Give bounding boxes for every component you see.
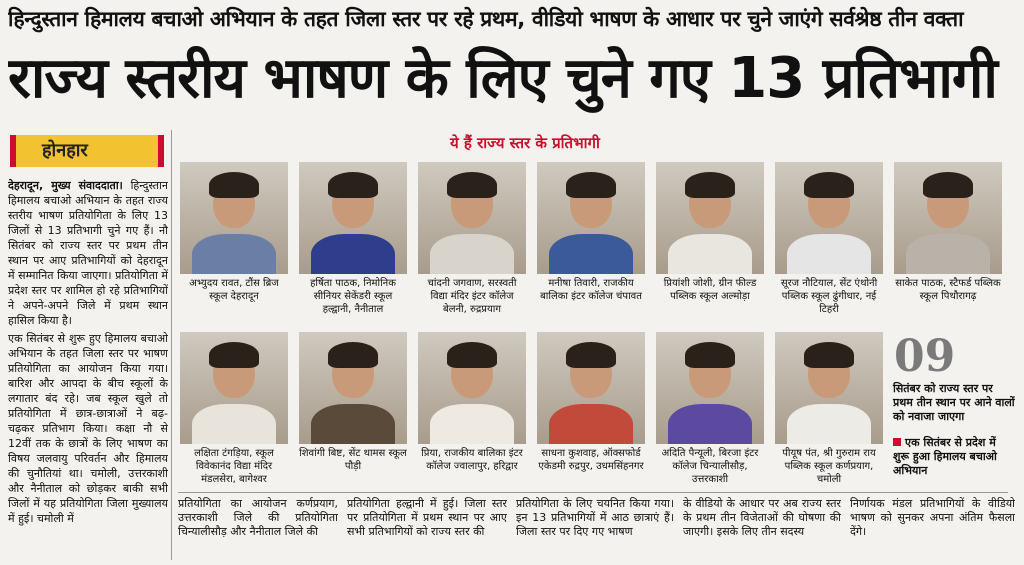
participant-photo [418, 162, 526, 274]
participant-card [537, 162, 645, 303]
participant-card [537, 332, 645, 473]
paragraph-2: एक सितंबर से शुरू हुए हिमालय बचाओ अभियान के तहत जिला स्तर पर भाषण प्रतियोगिता का आयोजन किया गया। बारिश और आपदा के बीच स्कूलों के लगातार बंद रहे। जब स्कूल खुले तो प्रतियोगिता में छात्र-छात्राओं ने बढ़-चढ़कर प्रतिभाग किया। कक्षा नौ से 12वीं तक के छात्रों के लिए भाषण का विषय जलवायु परिवर्तन और हिमालय की चुनौतियां था। चमोली, उत्तरकाशी और नैनीताल को छोड़कर बाकी सभी जिलों में यह प्रतियोगिता जिला मुख्यालय में हुई। चमोली में [8, 332, 168, 525]
participant-card [656, 162, 764, 303]
article-left-column [8, 178, 168, 563]
participant-card [418, 162, 526, 316]
sidebar-text: सितंबर को राज्य स्तर पर प्रथम तीन स्थान पर आने वालों को नवाजा जाएगा [893, 382, 1015, 423]
participant-photo [775, 162, 883, 274]
participant-caption: चांदनी जगवाण, सरस्वती विद्या मंदिर इंटर कॉलेज बेलनी, रुद्रप्रयाग [427, 278, 517, 315]
participant-card [299, 332, 407, 473]
participants-grid [178, 160, 1018, 490]
participant-card [894, 162, 1002, 303]
participant-caption: साकेत पाठक, स्टैफर्ड पब्लिक स्कूल पिथौरागढ़ [895, 278, 1001, 302]
participant-caption: लक्षिता टंगड़िया, स्कूल विवेकानंद विद्या मंदिर मंडलसेरा, बागेश्वर [194, 448, 274, 485]
participant-card [180, 162, 288, 303]
bottom-column-1: प्रतियोगिता का आयोजन कर्णप्रयाग, उत्तरकाशी जिले की प्रतियोगिता चिन्यालीसौड़ और नैनीताल जिले की [178, 497, 338, 538]
participant-caption: अभ्युदय रावत, टौंस ब्रिज स्कूल देहरादून [189, 278, 279, 302]
participant-caption: प्रिया, राजकीय बालिका इंटर कॉलेज ज्वालापुर, हरिद्वार [421, 448, 523, 472]
participant-caption: हर्षिता पाठक, निमोनिक सीनियर सेकेंडरी स्कूल हल्द्वानी, नैनीताल [310, 278, 396, 315]
section-badge: होनहार [10, 135, 164, 167]
byline: देहरादून, मुख्य संवाददाता। [8, 179, 123, 192]
participant-photo [537, 162, 645, 274]
headline: राज्य स्तरीय भाषण के लिए चुने गए 13 प्रतिभागी [8, 46, 997, 111]
sidebar-number: 09 [894, 331, 956, 382]
participant-card [656, 332, 764, 486]
participant-photo [299, 162, 407, 274]
red-square-icon [893, 438, 901, 446]
participant-photo [656, 332, 764, 444]
kicker-line: हिन्दुस्तान हिमालय बचाओ अभियान के तहत जिला स्तर पर रहे प्रथम, वीडियो भाषण के आधार पर चुने जाएंगे सर्वश्रेष्ठ तीन वक्ता [8, 7, 964, 31]
paragraph-1: हिन्दुस्तान हिमालय बचाओ अभियान के तहत राज्य स्तरीय भाषण प्रतियोगिता के लिए 13 जिलों से 13 प्रतिभागी चुने गए हैं। नौ सितंबर को राज्य स्तर पर प्रथम तीन स्थान पर आए प्रतिभागियों को देहरादून में सम्मानित किया जाएगा। प्रतियोगिता में प्रदेश स्तर पर शामिल हो रहे प्रतिभागियों ने अपने-अपने जिले में प्रथम स्थान हासिल किया है। [8, 179, 168, 327]
participants-title: ये हैं राज्य स्तर के प्रतिभागी [450, 134, 600, 152]
participant-card [180, 332, 288, 486]
participant-caption: पीयूष पंत, श्री गुरुराम राय पब्लिक स्कूल कर्णप्रयाग, चमोली [782, 448, 876, 485]
bottom-divider [178, 492, 1008, 493]
participant-caption: सूरज नौटियाल, सेंट एंथोनी पब्लिक स्कूल ढुंगीधार, नई टिहरी [780, 278, 878, 315]
participant-photo [537, 332, 645, 444]
participant-card [299, 162, 407, 316]
participant-card [775, 332, 883, 486]
participant-caption: मनीषा तिवारी, राजकीय बालिका इंटर कॉलेज चंपावत [540, 278, 642, 302]
participant-photo [656, 162, 764, 274]
participant-photo [180, 332, 288, 444]
participant-caption: शिवांगी बिष्ट, सेंट थामस स्कूल पौड़ी [299, 448, 407, 472]
participant-photo [180, 162, 288, 274]
participant-photo [299, 332, 407, 444]
bottom-column-4: के वीडियो के आधार पर अब राज्य स्तर के प्रथम तीन विजेताओं की घोषणा की जाएगी। इसके लिए तीन सदस्य [683, 497, 841, 538]
participant-caption: अदिति पैन्यूली, बिरजा इंटर कॉलेज चिन्यालीसौड़, उत्तरकाशी [661, 448, 759, 485]
participant-photo [775, 332, 883, 444]
participant-caption: साधना कुशवाह, ऑक्सफोर्ड एकेडमी रुद्रपुर, उधमसिंहनगर [538, 448, 644, 472]
participant-caption: प्रियांशी जोशी, ग्रीन फील्ड पब्लिक स्कूल अल्मोड़ा [663, 278, 757, 302]
sidebar-note [893, 436, 1015, 478]
bottom-column-5: निर्णायक मंडल प्रतिभागियों के वीडियो भाषण को सुनकर अपना अंतिम फैसला देंगे। [850, 497, 1015, 538]
participant-card [418, 332, 526, 473]
column-divider [171, 130, 172, 560]
participant-photo [418, 332, 526, 444]
participant-photo [894, 162, 1002, 274]
bottom-column-3: प्रतियोगिता के लिए चयनित किया गया। इन 13 प्रतिभागियों में आठ छात्राएं हैं। जिला स्तर पर दिए गए भाषण [516, 497, 674, 538]
bottom-column-2: प्रतियोगिता हल्द्वानी में हुई। जिला स्तर पर प्रतियोगिता में प्रथम स्थान पर आए सभी प्रतिभागियों को राज्य स्तर की [347, 497, 507, 538]
sidebar-note-text: एक सितंबर से प्रदेश में शुरू हुआ हिमालय बचाओ अभियान [893, 436, 997, 477]
participant-card [775, 162, 883, 316]
